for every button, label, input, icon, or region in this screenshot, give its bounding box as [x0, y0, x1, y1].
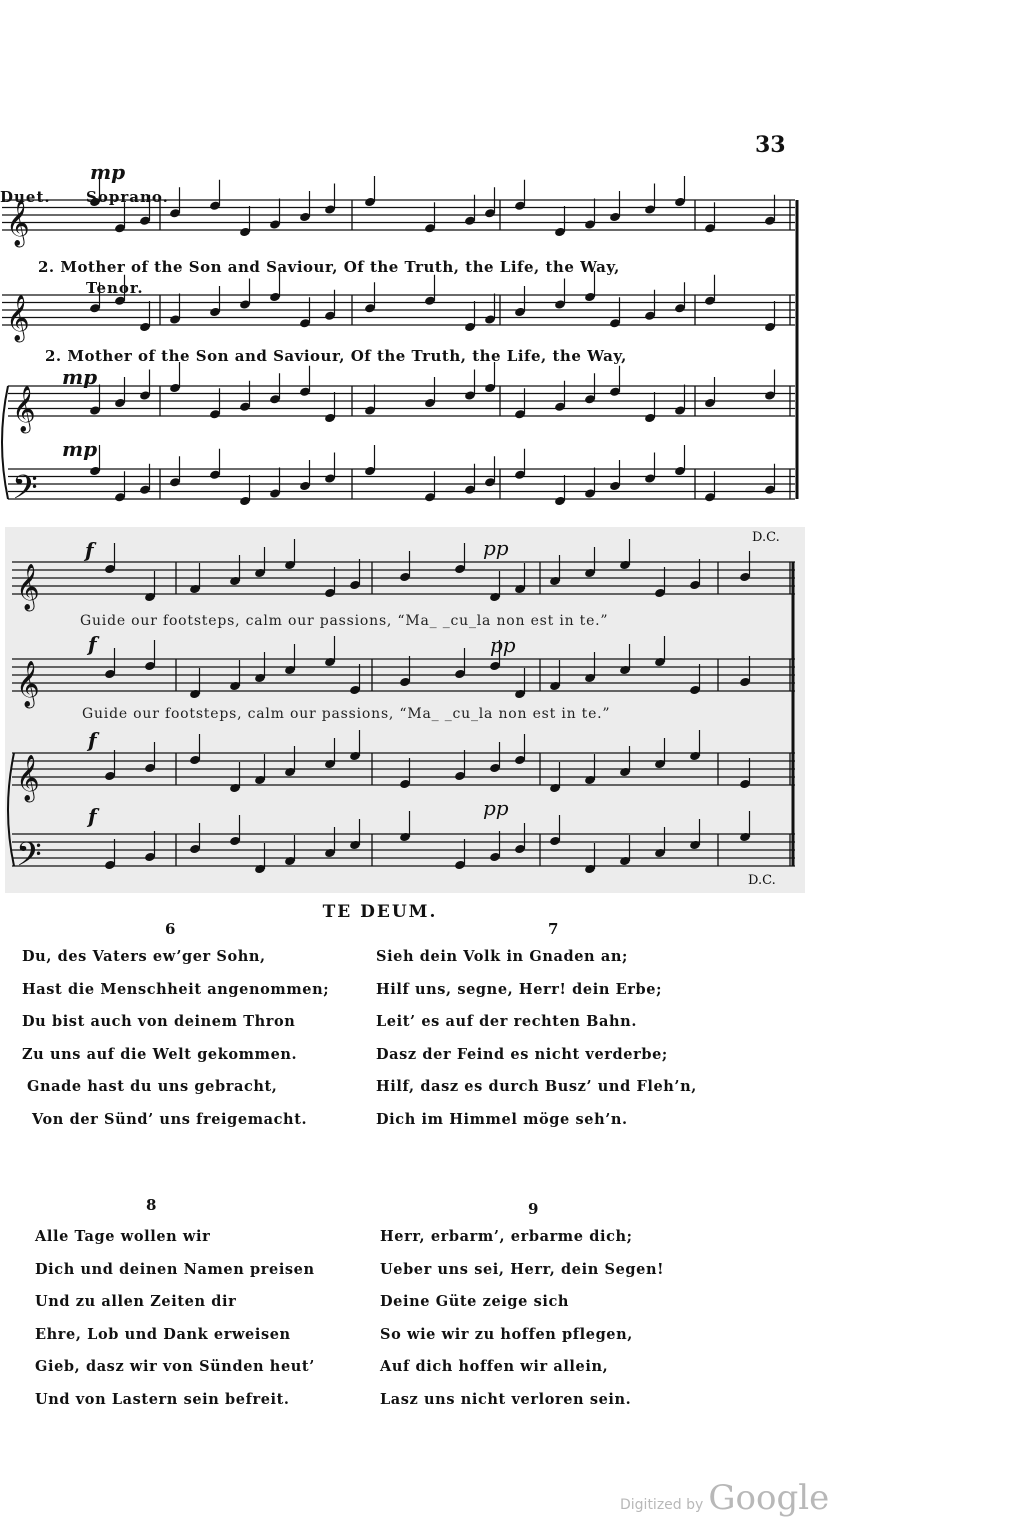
duet-label: Duet. — [0, 188, 51, 206]
dynamic-f-piano-bass: f — [88, 804, 97, 828]
verse-line: Herr, erbarm’, erbarme dich; — [380, 1228, 633, 1245]
soprano-staff-2-clef: 𝄞 — [16, 564, 40, 610]
verse-line: Ehre, Lob und Dank erweisen — [35, 1325, 291, 1343]
verse-6 — [22, 941, 329, 1136]
soprano-lyric-1: 2. Mother of the Son and Saviour, Of the Truth, the Life, the Way, — [38, 258, 620, 276]
tenor-staff-2-clef: 𝄞 — [16, 661, 40, 707]
verse-line: Hilf uns, segne, Herr! dein Erbe; — [376, 980, 663, 998]
soprano-lyric-2: Guide our footsteps, calm our passions, “Ma_ _cu_la non est in te.” — [80, 613, 609, 629]
piano-dynamic-treble: mp — [62, 365, 98, 389]
verse-line: So wie wir zu hoffen pflegen, — [380, 1325, 633, 1343]
dynamic-mp-top: mp — [90, 160, 126, 184]
page-number: 33 — [755, 132, 786, 158]
verse-line: Hilf, dasz es durch Busz’ und Fleh’n, — [376, 1078, 697, 1095]
verse-line: Leit’ es auf der rechten Bahn. — [376, 1013, 637, 1030]
soprano-label: Soprano. — [86, 188, 169, 206]
verse-number-6: 6 — [165, 920, 176, 938]
piano-bass-staff-2-clef: 𝄢 — [16, 836, 42, 882]
verse-8 — [35, 1221, 315, 1416]
piano-dynamic-bass: mp — [62, 437, 98, 461]
dc-top: D.C. — [752, 530, 780, 545]
verse-line: Und von Lastern sein befreit. — [35, 1390, 290, 1408]
verse-line: Lasz uns nicht verloren sein. — [380, 1390, 632, 1408]
piano-brace-1 — [2, 386, 8, 499]
verse-line: Und zu allen Zeiten dir — [35, 1293, 237, 1310]
te-deum-title: TE DEUM. — [322, 902, 438, 922]
verse-line: Gieb, dasz wir von Sünden heut’ — [35, 1358, 315, 1375]
verse-line: Von der Sünd’ uns freigemacht. — [32, 1110, 308, 1128]
verse-number-9: 9 — [528, 1200, 539, 1218]
google-logo-text: Google — [708, 1478, 830, 1518]
soprano-staff-1-clef: 𝄞 — [6, 200, 30, 246]
verse-7 — [376, 941, 697, 1136]
verse-line: Du bist auch von deinem Thron — [22, 1013, 296, 1030]
digitized-watermark — [620, 1478, 829, 1518]
tenor-lyric-2: Guide our footsteps, calm our passions, “Ma_ _cu_la non est in te.” — [82, 706, 611, 722]
verse-line: Deine Güte zeige sich — [380, 1293, 570, 1310]
tenor-staff-1-clef: 𝄞 — [6, 295, 30, 341]
verse-9 — [380, 1221, 664, 1416]
verse-line: Dasz der Feind es nicht verderbe; — [376, 1045, 668, 1063]
verse-line: Ueber uns sei, Herr, dein Segen! — [380, 1260, 665, 1278]
verse-line: Gnade hast du uns gebracht, — [27, 1078, 278, 1095]
verse-number-8: 8 — [146, 1196, 157, 1214]
verse-line: Zu uns auf die Welt gekommen. — [22, 1045, 298, 1063]
verse-line: Sieh dein Volk in Gnaden an; — [376, 948, 628, 965]
dynamic-pp-tenor: pp — [490, 633, 516, 657]
tenor-lyric-1: 2. Mother of the Son and Saviour, Of the Truth, the Life, the Way, — [45, 347, 627, 365]
verse-number-7: 7 — [548, 920, 559, 938]
dynamic-f-tenor: f — [88, 632, 97, 656]
dc-bottom: D.C. — [748, 873, 776, 888]
piano-treble-staff-2-clef: 𝄞 — [16, 755, 40, 801]
piano-bass-staff-1-clef: 𝄢 — [12, 469, 38, 515]
verse-line: Dich im Himmel möge seh’n. — [376, 1110, 628, 1128]
dynamic-pp-soprano: pp — [483, 536, 509, 560]
verse-line: Hast die Menschheit angenommen; — [22, 980, 330, 998]
tenor-label: Tenor. — [86, 279, 144, 297]
piano-treble-staff-1-clef: 𝄞 — [12, 386, 36, 432]
dynamic-f-piano-treble: f — [88, 728, 97, 752]
dynamic-f-soprano: f — [85, 538, 94, 562]
verse-line: Auf dich hoffen wir allein, — [380, 1358, 609, 1375]
dynamic-pp-piano: pp — [483, 796, 509, 820]
digitized-by-text: Digitized by — [620, 1497, 704, 1513]
verse-line: Dich und deinen Namen preisen — [35, 1260, 315, 1278]
verse-line: Alle Tage wollen wir — [35, 1228, 211, 1245]
verse-line: Du, des Vaters ew’ger Sohn, — [22, 948, 266, 965]
